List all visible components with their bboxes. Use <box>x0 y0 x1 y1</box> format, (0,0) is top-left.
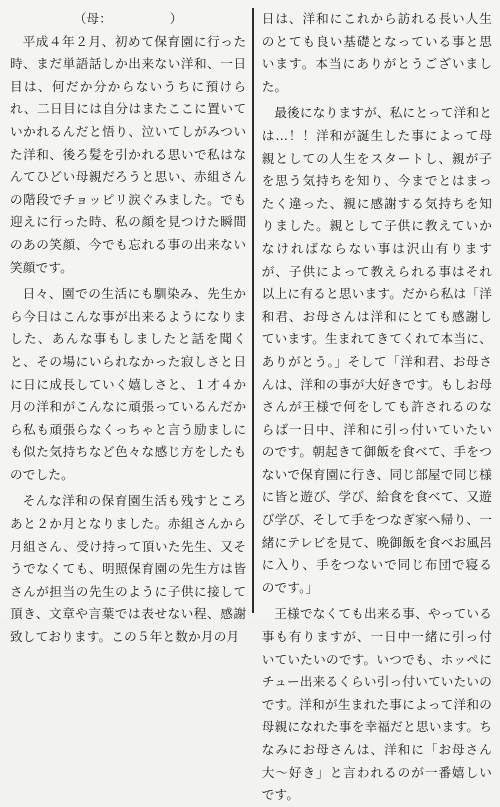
left-column <box>10 8 252 645</box>
paragraph: 日は、洋和にこれから訪れる長い人生のとても良い基礎となっている事と思います。本当にありがとうございました。 <box>261 11 493 94</box>
author-heading: （母： ） <box>73 11 183 26</box>
paragraph: 日々、園での生活にも馴染み、先生から今日はこんな事が出来るようになりました、あんな事もしましたと話を聞くと、その場にいられなかった寂しさと日に日に成長していく嬉しさと、１才４か月の洋和がこんなに頑張っているんだから私も頑張らなくっちゃと言う励ましにも似た気持ちなど色々な感じ方をしたものでした。 <box>10 286 247 482</box>
paragraph: 王様でなくても出来る事、やっている事も有りますが、一日中一緒に引っ付いていたいのです。いつでも、ホッペにチュー出来るくらい引っ付いていたいのです。洋和が生まれた事によって洋和の母親になれた事を幸福だと思います。ちなみにお母さんは、洋和に「お母さん大〜好き」と言われるのが一番嬉しいです。 <box>261 606 493 803</box>
text-columns <box>10 8 493 803</box>
right-column <box>254 8 493 803</box>
paragraph: そんな洋和の保育園生活も残すところあと２か月となりました。赤組さんから月組さん、受け持って頂いた先生、又そうでなくても、明照保育園の先生方は皆さんが担当の先生のように子供に接して頂き、文章や言葉では表せない程、感謝致しております。この５年と数か月の月 <box>10 493 247 645</box>
paragraph: 最後になりますが、私にとって洋和とは…！！洋和が誕生した事によって母親としての人生をスタートし、親が子を思う気持ちを知り、今までとはまったく違った、親に感謝する気持ちを知りました。親として子供に教えていかなければならない事は沢山有りますが、子供によって教えられる事はそれ以上に有ると思います。だから私は「洋和君、お母さんは洋和にとても感謝しています。生まれてきてくれて本当に、ありがとう。」そして「洋和君、お母さんは、洋和の事が大好きです。もしお母さんが王様で何をしても許されるのならば一日中、洋和に引っ付いていたいのです。朝起きて御飯を食べて、手をつないで保育園に行き、同じ部屋で同じ様に皆と遊び、学び、給食を食べて、又遊び学び、そして手をつなぎ家へ帰り、一緒にテレビを見て、晩御飯を食べお風呂に入り、手をつないで同じ布団で寝るのです。」 <box>261 105 493 595</box>
paragraph: 平成４年２月、初めて保育園に行った時、まだ単語話しか出来ない洋和、一日目は、何だか分からないうちに預けられ、二日目には自分はまたここに置いていかれるんだと悟り、泣いてしがみついた洋和、後ろ髪を引かれる思いで私はなんてひどい母親だろうと思い、赤組さんの階段でチョッピリ涙ぐみました。でも迎えに行った時、私の顔を見つけた瞬間のあの笑顔、今でも忘れる事の出来ない笑顔です。 <box>10 33 247 275</box>
